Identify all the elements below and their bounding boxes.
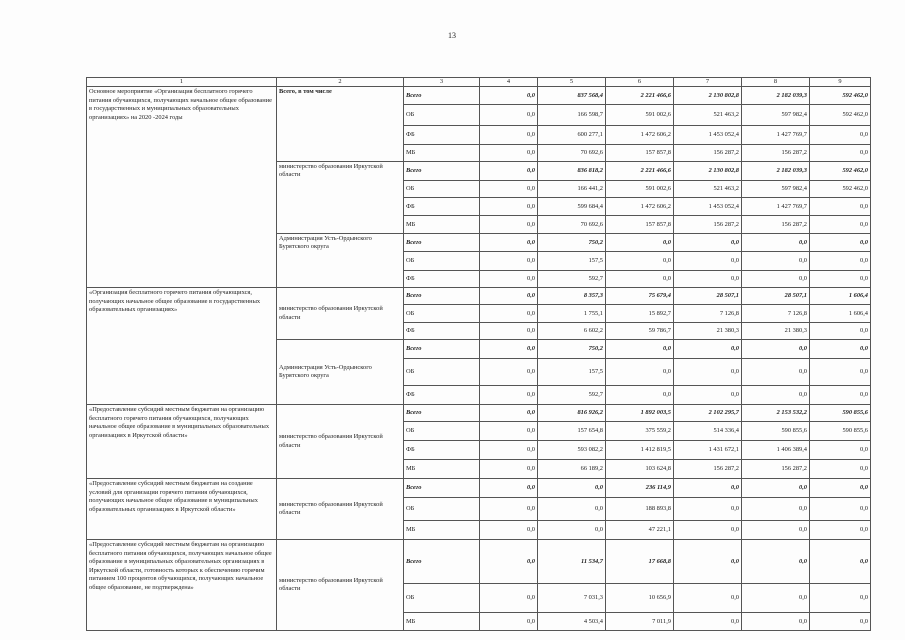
value-cell: 592 462,0	[810, 181, 871, 198]
value-cell: 2 153 532,2	[742, 405, 810, 422]
value-cell: 1 453 052,4	[674, 126, 742, 145]
value-cell: 2 130 802,8	[674, 162, 742, 181]
value-cell: 0,0	[810, 460, 871, 479]
value-cell: 0,0	[810, 498, 871, 521]
value-cell: 592 462,0	[810, 87, 871, 105]
value-cell: 157,5	[538, 359, 606, 386]
value-cell: 0,0	[606, 340, 674, 359]
value-cell: 593 082,2	[538, 441, 606, 460]
value-cell: 0,0	[480, 145, 538, 162]
value-cell: 1 472 606,2	[606, 198, 674, 216]
activity-name: «Предоставление субсидий местным бюджетам на организацию бесплатного горячего питания обучающихся, получающих начальное общее образование в муниципальных образовательных организациях в Иркутской области»	[87, 405, 277, 479]
page-number: 13	[448, 31, 456, 40]
value-cell: 521 463,2	[674, 181, 742, 198]
funding-source: Всего	[404, 288, 480, 305]
funding-source: Всего	[404, 479, 480, 498]
value-cell: 590 855,6	[742, 422, 810, 441]
value-cell: 0,0	[810, 216, 871, 234]
value-cell: 0,0	[606, 359, 674, 386]
funding-source: МБ	[404, 521, 480, 540]
value-cell: 0,0	[480, 252, 538, 271]
value-cell: 1 427 769,7	[742, 198, 810, 216]
value-cell: 28 507,1	[674, 288, 742, 305]
value-cell: 0,0	[810, 234, 871, 252]
value-cell: 0,0	[480, 521, 538, 540]
value-cell: 1 427 769,7	[742, 126, 810, 145]
table-row	[87, 87, 871, 105]
table-row	[87, 479, 871, 498]
value-cell: 0,0	[674, 584, 742, 613]
value-cell: 188 893,8	[606, 498, 674, 521]
value-cell: 0,0	[742, 540, 810, 584]
executor-name: Администрация Усть-Ордынского Бурятского округа	[277, 340, 404, 405]
value-cell: 156 287,2	[742, 145, 810, 162]
budget-table	[86, 77, 871, 631]
value-cell: 0,0	[742, 234, 810, 252]
value-cell: 592 462,0	[810, 162, 871, 181]
value-cell: 591 002,6	[606, 105, 674, 126]
value-cell: 0,0	[480, 460, 538, 479]
value-cell: 11 534,7	[538, 540, 606, 584]
value-cell: 157 857,8	[606, 216, 674, 234]
value-cell: 0,0	[742, 498, 810, 521]
value-cell: 2 102 295,7	[674, 405, 742, 422]
funding-source: МБ	[404, 145, 480, 162]
value-cell: 0,0	[674, 613, 742, 631]
activity-name: Основное мероприятие «Организация бесплатного горячего питания обучающихся, получающих начальное общее образование в государственных и муниципальных образовательных организациях» на 2020 -2024 годы	[87, 87, 277, 288]
executor-name: министерство образования Иркутской области	[277, 479, 404, 540]
value-cell: 157,5	[538, 252, 606, 271]
value-cell: 156 287,2	[674, 460, 742, 479]
table-row	[87, 288, 871, 305]
header-cell: 3	[404, 78, 480, 87]
executor-name: министерство образования Иркутской области	[277, 288, 404, 340]
executor-name: Администрация Усть-Ордынского Бурятского округа	[277, 234, 404, 288]
value-cell: 7 031,3	[538, 584, 606, 613]
value-cell: 836 818,2	[538, 162, 606, 181]
value-cell: 7 126,8	[674, 305, 742, 323]
value-cell: 0,0	[480, 422, 538, 441]
funding-source: ФБ	[404, 126, 480, 145]
value-cell: 0,0	[810, 359, 871, 386]
value-cell: 1 606,4	[810, 305, 871, 323]
value-cell: 4 503,4	[538, 613, 606, 631]
executor-name: министерство образования Иркутской области	[277, 162, 404, 234]
value-cell: 590 855,6	[810, 405, 871, 422]
value-cell: 21 380,3	[674, 323, 742, 340]
value-cell: 2 221 466,6	[606, 87, 674, 105]
value-cell: 0,0	[810, 340, 871, 359]
value-cell: 600 277,1	[538, 126, 606, 145]
value-cell: 0,0	[810, 386, 871, 405]
value-cell: 166 598,7	[538, 105, 606, 126]
value-cell: 156 287,2	[674, 145, 742, 162]
value-cell: 592,7	[538, 271, 606, 288]
value-cell: 2 130 802,8	[674, 87, 742, 105]
value-cell: 750,2	[538, 234, 606, 252]
value-cell: 0,0	[810, 584, 871, 613]
value-cell: 1 755,1	[538, 305, 606, 323]
funding-source: ОБ	[404, 181, 480, 198]
value-cell: 156 287,2	[742, 460, 810, 479]
value-cell: 0,0	[480, 359, 538, 386]
value-cell: 0,0	[742, 613, 810, 631]
value-cell: 0,0	[810, 540, 871, 584]
value-cell: 0,0	[742, 584, 810, 613]
value-cell: 1 453 052,4	[674, 198, 742, 216]
value-cell: 816 926,2	[538, 405, 606, 422]
value-cell: 0,0	[480, 105, 538, 126]
value-cell: 592,7	[538, 386, 606, 405]
value-cell: 0,0	[742, 521, 810, 540]
value-cell: 0,0	[480, 126, 538, 145]
value-cell: 750,2	[538, 340, 606, 359]
value-cell: 0,0	[810, 441, 871, 460]
value-cell: 837 568,4	[538, 87, 606, 105]
value-cell: 236 114,9	[606, 479, 674, 498]
value-cell: 157 654,8	[538, 422, 606, 441]
funding-source: МБ	[404, 216, 480, 234]
funding-source: ФБ	[404, 441, 480, 460]
value-cell: 0,0	[674, 521, 742, 540]
table-row	[87, 540, 871, 584]
value-cell: 1 472 606,2	[606, 126, 674, 145]
executor-name: министерство образования Иркутской области	[277, 540, 404, 631]
value-cell: 0,0	[810, 479, 871, 498]
value-cell: 8 357,3	[538, 288, 606, 305]
value-cell: 0,0	[742, 252, 810, 271]
value-cell: 0,0	[810, 198, 871, 216]
value-cell: 0,0	[480, 87, 538, 105]
value-cell: 0,0	[480, 584, 538, 613]
value-cell: 0,0	[674, 252, 742, 271]
activity-name: «Предоставление субсидий местным бюджетам на создание условий для организации горячего питания обучающихся, получающих начальное общее образование в муниципальных образовательных организациях в Иркутской области»	[87, 479, 277, 540]
funding-source: ОБ	[404, 105, 480, 126]
value-cell: 0,0	[480, 271, 538, 288]
value-cell: 0,0	[674, 359, 742, 386]
value-cell: 590 855,6	[810, 422, 871, 441]
value-cell: 0,0	[810, 145, 871, 162]
value-cell: 0,0	[480, 181, 538, 198]
value-cell: 0,0	[480, 498, 538, 521]
value-cell: 2 221 466,6	[606, 162, 674, 181]
value-cell: 7 011,9	[606, 613, 674, 631]
value-cell: 0,0	[810, 271, 871, 288]
header-cell: 6	[606, 78, 674, 87]
header-cell: 9	[810, 78, 871, 87]
value-cell: 521 463,2	[674, 105, 742, 126]
value-cell: 6 602,2	[538, 323, 606, 340]
value-cell: 592 462,0	[810, 105, 871, 126]
funding-source: ФБ	[404, 323, 480, 340]
value-cell: 1 406 389,4	[742, 441, 810, 460]
value-cell: 0,0	[674, 340, 742, 359]
value-cell: 66 189,2	[538, 460, 606, 479]
value-cell: 0,0	[810, 521, 871, 540]
value-cell: 2 182 039,3	[742, 162, 810, 181]
value-cell: 0,0	[606, 234, 674, 252]
header-row	[87, 78, 871, 87]
value-cell: 70 692,6	[538, 145, 606, 162]
value-cell: 0,0	[538, 521, 606, 540]
value-cell: 0,0	[742, 340, 810, 359]
value-cell: 0,0	[480, 288, 538, 305]
value-cell: 15 892,7	[606, 305, 674, 323]
value-cell: 157 857,8	[606, 145, 674, 162]
header-cell: 1	[87, 78, 277, 87]
funding-source: МБ	[404, 613, 480, 631]
value-cell: 0,0	[674, 540, 742, 584]
value-cell: 59 786,7	[606, 323, 674, 340]
value-cell: 0,0	[742, 359, 810, 386]
value-cell: 0,0	[480, 234, 538, 252]
funding-source: Всего	[404, 162, 480, 181]
funding-source: ФБ	[404, 198, 480, 216]
funding-source: ОБ	[404, 422, 480, 441]
value-cell: 1 892 003,5	[606, 405, 674, 422]
funding-source: ОБ	[404, 498, 480, 521]
value-cell: 0,0	[480, 198, 538, 216]
value-cell: 0,0	[742, 271, 810, 288]
header-cell: 7	[674, 78, 742, 87]
funding-source: Всего	[404, 340, 480, 359]
value-cell: 0,0	[480, 162, 538, 181]
table-row	[87, 405, 871, 422]
value-cell: 514 336,4	[674, 422, 742, 441]
value-cell: 0,0	[742, 386, 810, 405]
value-cell: 0,0	[538, 479, 606, 498]
value-cell: 375 559,2	[606, 422, 674, 441]
value-cell: 0,0	[480, 386, 538, 405]
value-cell: 166 441,2	[538, 181, 606, 198]
value-cell: 0,0	[480, 540, 538, 584]
value-cell: 599 684,4	[538, 198, 606, 216]
value-cell: 0,0	[480, 479, 538, 498]
header-cell: 8	[742, 78, 810, 87]
value-cell: 597 982,4	[742, 181, 810, 198]
value-cell: 0,0	[674, 234, 742, 252]
executor-name: министерство образования Иркутской области	[277, 405, 404, 479]
value-cell: 103 624,8	[606, 460, 674, 479]
value-cell: 0,0	[480, 340, 538, 359]
funding-source: Всего	[404, 405, 480, 422]
value-cell: 0,0	[810, 323, 871, 340]
value-cell: 28 507,1	[742, 288, 810, 305]
funding-source: ОБ	[404, 252, 480, 271]
funding-source: МБ	[404, 460, 480, 479]
value-cell: 0,0	[480, 216, 538, 234]
value-cell: 0,0	[810, 252, 871, 271]
value-cell: 7 126,8	[742, 305, 810, 323]
value-cell: 17 668,8	[606, 540, 674, 584]
funding-source: Всего	[404, 540, 480, 584]
value-cell: 0,0	[606, 271, 674, 288]
value-cell: 0,0	[674, 498, 742, 521]
value-cell: 1 606,4	[810, 288, 871, 305]
value-cell: 0,0	[538, 498, 606, 521]
value-cell: 0,0	[480, 305, 538, 323]
value-cell: 10 656,9	[606, 584, 674, 613]
value-cell: 21 380,3	[742, 323, 810, 340]
funding-source: Всего	[404, 87, 480, 105]
value-cell: 0,0	[674, 386, 742, 405]
activity-name: «Организация бесплатного горячего питания обучающихся, получающих начальное общее образование в государственных образовательных организациях»	[87, 288, 277, 405]
value-cell: 597 982,4	[742, 105, 810, 126]
funding-source: ОБ	[404, 584, 480, 613]
value-cell: 591 002,6	[606, 181, 674, 198]
value-cell: 1 412 819,5	[606, 441, 674, 460]
funding-source: ОБ	[404, 359, 480, 386]
value-cell: 0,0	[606, 252, 674, 271]
value-cell: 0,0	[810, 613, 871, 631]
value-cell: 0,0	[742, 479, 810, 498]
value-cell: 70 692,6	[538, 216, 606, 234]
value-cell: 0,0	[810, 126, 871, 145]
header-cell: 2	[277, 78, 404, 87]
funding-source: ФБ	[404, 386, 480, 405]
header-cell: 4	[480, 78, 538, 87]
activity-name: «Предоставление субсидий местным бюджетам на организацию бесплатного питания обучающихся, получающих начальное общее образование в муниципальных образовательных организациях в Иркутской области, готовность которых к обеспечению горячим питанием 100 процентов обучающихся, получающих начальное общее образование, не подтверждена»	[87, 540, 277, 631]
executor-name: Всего, в том числе	[277, 87, 404, 162]
value-cell: 1 431 672,1	[674, 441, 742, 460]
funding-source: Всего	[404, 234, 480, 252]
value-cell: 2 182 039,3	[742, 87, 810, 105]
value-cell: 0,0	[480, 323, 538, 340]
value-cell: 156 287,2	[742, 216, 810, 234]
value-cell: 0,0	[674, 271, 742, 288]
value-cell: 47 221,1	[606, 521, 674, 540]
header-cell: 5	[538, 78, 606, 87]
value-cell: 0,0	[674, 479, 742, 498]
value-cell: 0,0	[480, 613, 538, 631]
value-cell: 75 679,4	[606, 288, 674, 305]
value-cell: 0,0	[480, 405, 538, 422]
funding-source: ОБ	[404, 305, 480, 323]
funding-source: ФБ	[404, 271, 480, 288]
value-cell: 0,0	[480, 441, 538, 460]
value-cell: 156 287,2	[674, 216, 742, 234]
value-cell: 0,0	[606, 386, 674, 405]
